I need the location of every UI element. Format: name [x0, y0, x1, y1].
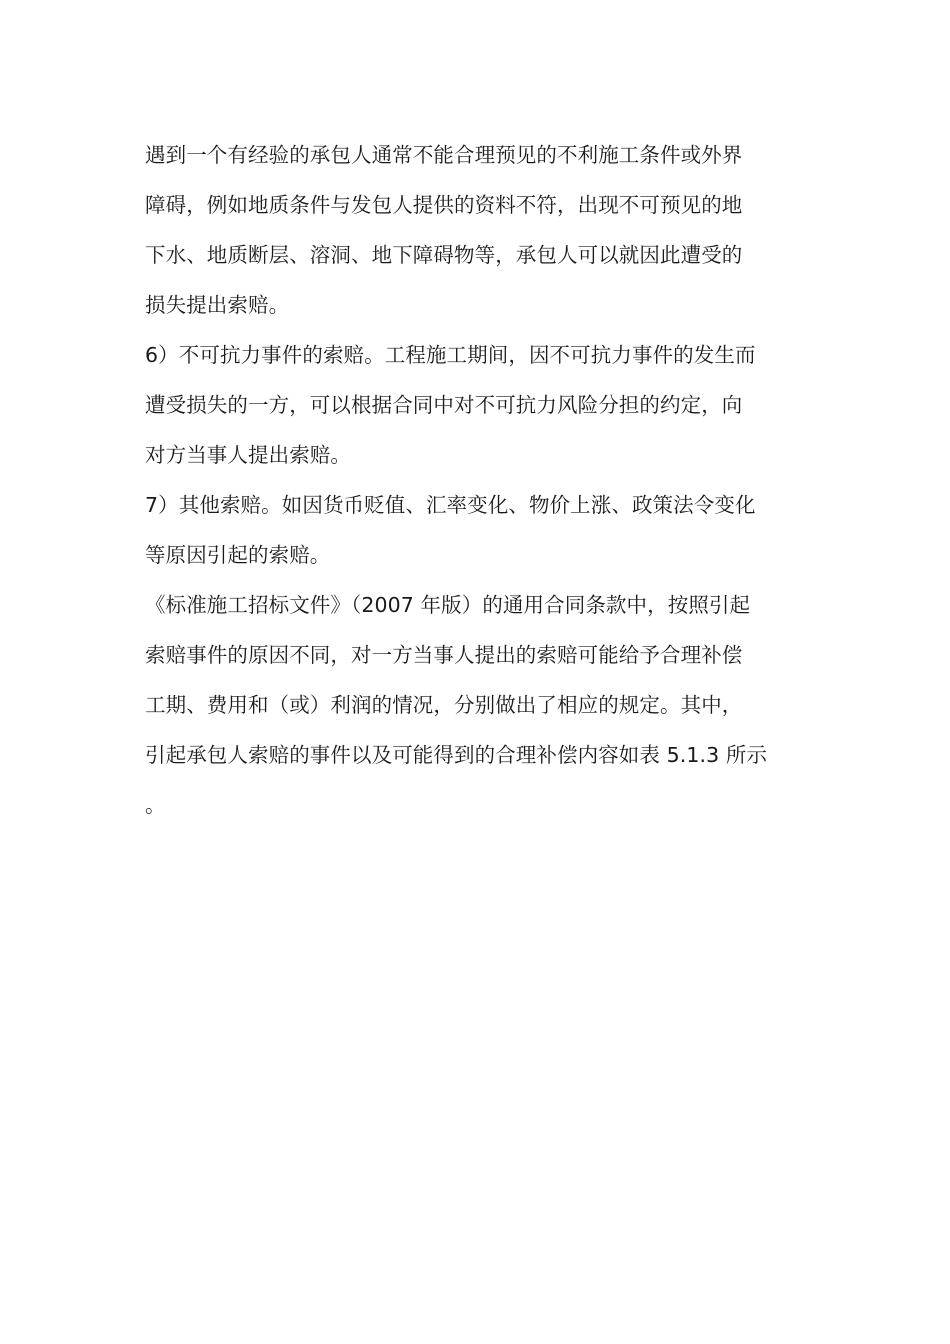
text-line: 7）其他索赔。如因货币贬值、汇率变化、物价上涨、政策法令变化	[145, 493, 756, 517]
text-line: 《标准施工招标文件》（2007 年版）的通用合同条款中，按照引起	[145, 593, 751, 617]
text-line: 下水、地质断层、溶洞、地下障碍物等，承包人可以就因此遭受的	[145, 243, 743, 267]
text-line: 。	[145, 793, 166, 817]
body-text	[145, 130, 810, 830]
text-line: 对方当事人提出索赔。	[145, 443, 351, 467]
text-line: 等原因引起的索赔。	[145, 543, 331, 567]
text-line: 遇到一个有经验的承包人通常不能合理预见的不利施工条件或外界	[145, 143, 743, 167]
text-line: 工期、费用和（或）利润的情况，分别做出了相应的规定。其中，	[145, 693, 743, 717]
text-line: 损失提出索赔。	[145, 293, 290, 317]
text-line: 遭受损失的一方，可以根据合同中对不可抗力风险分担的约定，向	[145, 393, 743, 417]
text-line: 索赔事件的原因不同，对一方当事人提出的索赔可能给予合理补偿	[145, 643, 743, 667]
text-line: 6）不可抗力事件的索赔。工程施工期间，因不可抗力事件的发生而	[145, 343, 756, 367]
text-line: 障碍，例如地质条件与发包人提供的资料不符，出现不可预见的地	[145, 193, 743, 217]
text-line: 引起承包人索赔的事件以及可能得到的合理补偿内容如表 5.1.3 所示	[145, 743, 768, 767]
